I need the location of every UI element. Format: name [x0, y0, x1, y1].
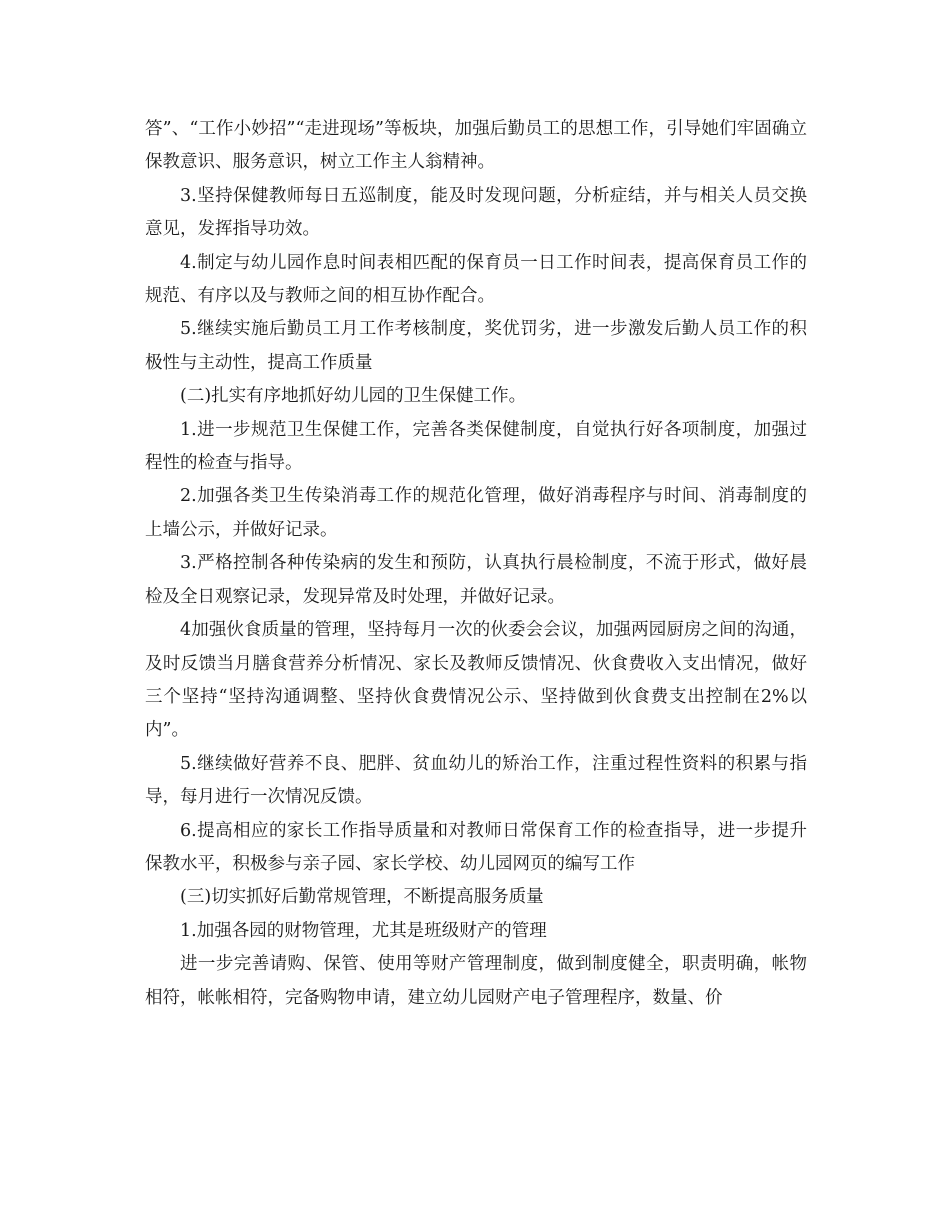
paragraph-item-5-assessment: 5.继续实施后勤员工月工作考核制度，奖优罚劣，进一步激发后勤人员工作的积极性与主动性，提高工作质量: [145, 319, 807, 373]
paragraph-item-4-schedule: 4.制定与幼儿园作息时间表相匹配的保育员一日工作时间表，提高保育员工作的规范、有序以及与教师之间的相互协作配合。: [145, 252, 807, 307]
paragraph-property-rules: 进一步完善请购、保管、使用等财产管理制度，做到制度健全，职责明确，帐物相符，帐帐相符，完备购物申请，建立幼儿园财产电子管理程序，数量、价: [145, 954, 807, 1008]
paragraph-item-2-disinfection: 2.加强各类卫生传染消毒工作的规范化管理，做好消毒程序与时间、消毒制度的上墙公示，并做好记录。: [145, 486, 807, 540]
section-heading-logistics: (三)切实抓好后勤常规管理，不断提高服务质量: [180, 887, 544, 908]
paragraph-item-3-disease-control: 3.严格控制各种传染病的发生和预防，认真执行晨检制度，不流于形式，做好晨检及全日观察记录，发现异常及时处理，并做好记录。: [145, 553, 807, 607]
paragraph-item-1-property: 1.加强各园的财物管理，尤其是班级财产的管理: [180, 920, 547, 941]
paragraph-item-1-standardize: 1.进一步规范卫生保健工作，完善各类保健制度，自觉执行好各项制度，加强过程性的检查与指导。: [145, 419, 807, 474]
document-body: [145, 113, 807, 1015]
section-heading-health-care: (二)扎实有序地抓好幼儿园的卫生保健工作。: [180, 386, 527, 407]
paragraph-continued: 答”、“工作小妙招”“走进现场”等板块，加强后勤员工的思想工作，引导她们牢固确立保教意识、服务意识，树立工作主人翁精神。: [145, 119, 807, 173]
paragraph-item-3-inspection: 3.坚持保健教师每日五巡制度，能及时发现问题，分析症结，并与相关人员交换意见，发挥指导功效。: [145, 185, 807, 240]
paragraph-item-5-nutrition: 5.继续做好营养不良、肥胖、贫血幼儿的矫治工作，注重过程性资料的积累与指导，每月进行一次情况反馈。: [145, 753, 807, 808]
paragraph-item-4-meals: 4加强伙食质量的管理，坚持每月一次的伙委会会议，加强两园厨房之间的沟通，及时反馈当月膳食营养分析情况、家长及教师反馈情况、伙食费收入支出情况，做好三个坚持“坚持沟通调整、坚持伙食费情况公示、坚持做到伙食费支出控制在2%以内”。: [145, 620, 807, 741]
paragraph-item-6-guidance: 6.提高相应的家长工作指导质量和对教师日常保育工作的检查指导，进一步提升保教水平，积极参与亲子园、家长学校、幼儿园网页的编写工作: [145, 820, 807, 874]
